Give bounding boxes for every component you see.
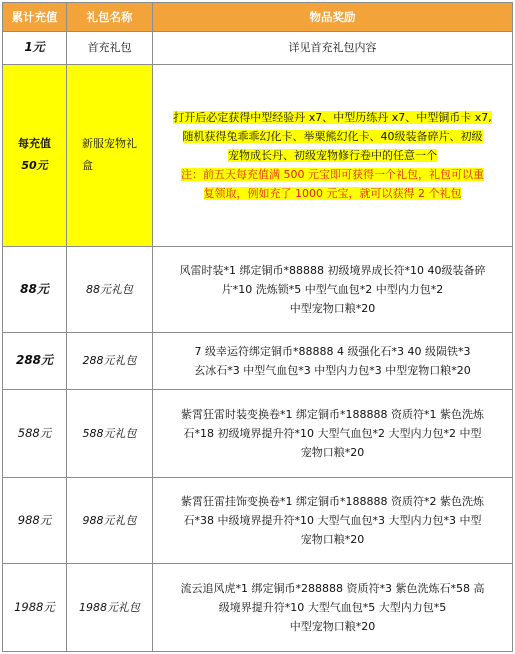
package-name-value: 588元礼包 <box>82 427 137 441</box>
amount-cell <box>3 32 67 65</box>
table-row <box>3 32 513 65</box>
reward-line: 紫霄狂雷挂饰变换卷*1 绑定铜币*188888 资质符*2 紫色洗炼 <box>181 495 484 509</box>
reward-cell <box>153 332 513 389</box>
reward-line: 7 级幸运符绑定铜币*88888 4 级强化石*3 40 级陨铁*3 <box>194 344 471 358</box>
reward-line: 片*10 洗炼锁*5 中型气血包*2 中型内力包*2 <box>221 282 444 296</box>
table-row <box>3 332 513 389</box>
amount-cell <box>3 246 67 332</box>
amount-cell <box>3 390 67 478</box>
amount-value: 588元 <box>17 426 52 441</box>
reward-cell <box>153 32 513 65</box>
reward-cell <box>153 246 513 332</box>
promo-note-line: 注：前五天每充值满 500 元宝即可获得一个礼包，礼包可以重 <box>181 167 484 181</box>
amount-line-2: 50元 <box>21 159 48 173</box>
table-row <box>3 246 513 332</box>
package-line-2: 盒 <box>82 159 93 173</box>
reward-line: 玄冰石*3 中型气血包*3 中型内力包*3 中型宠物口粮*20 <box>194 363 471 377</box>
table-row <box>3 563 513 651</box>
header-reward: 物品奖励 <box>153 3 513 32</box>
package-name-value: 88元礼包 <box>86 282 133 296</box>
package-name-cell <box>67 478 153 564</box>
package-line-1: 新服宠物礼 <box>82 137 137 151</box>
package-name-value: 1988元礼包 <box>79 600 140 614</box>
table-row-promo <box>3 64 513 246</box>
package-name-cell: 首充礼包 <box>67 32 153 65</box>
reward-cell <box>153 563 513 651</box>
package-name-cell <box>67 64 153 246</box>
amount-value: 88元 <box>20 281 49 296</box>
amount-cell <box>3 563 67 651</box>
reward-line: 石*18 初级境界提升符*10 大型气血包*2 大型内力包*2 中型 <box>183 427 482 441</box>
reward-line: 风雷时装*1 绑定铜币*88888 初级境界成长符*10 40级装备碎 <box>179 263 486 277</box>
package-name-cell <box>67 246 153 332</box>
reward-cell <box>153 390 513 478</box>
amount-value: 1元 <box>24 40 45 55</box>
reward-cell <box>153 478 513 564</box>
package-name-cell <box>67 390 153 478</box>
amount-value: 988元 <box>17 513 52 528</box>
amount-cell <box>3 478 67 564</box>
header-package-name: 礼包名称 <box>67 3 153 32</box>
reward-line: 级境界提升符*10 大型气血包*5 大型内力包*5 <box>218 600 447 614</box>
amount-value: 288元 <box>15 353 54 368</box>
amount-cell <box>3 332 67 389</box>
table-row <box>3 390 513 478</box>
package-name-value: 288元礼包 <box>82 354 137 368</box>
reward-line: 宠物成长丹、初级宠物修行卷中的任意一个 <box>228 148 437 162</box>
promo-note-line: 复领取，例如充了 1000 元宝，就可以获得 2 个礼包 <box>203 186 462 200</box>
reward-line: 中型宠物口粮*20 <box>289 619 376 633</box>
header-amount: 累计充值 <box>3 3 67 32</box>
amount-cell <box>3 64 67 246</box>
reward-line: 宠物口粮*20 <box>300 446 365 460</box>
header-row <box>3 3 513 32</box>
reward-table <box>2 2 513 652</box>
package-name-cell <box>67 563 153 651</box>
table-row <box>3 478 513 564</box>
package-name-cell <box>67 332 153 389</box>
reward-cell <box>153 64 513 246</box>
reward-line: 石*38 中级境界提升符*10 大型气血包*3 大型内力包*3 中型 <box>183 514 482 528</box>
reward-line: 中型宠物口粮*20 <box>289 301 376 315</box>
reward-line: 宠物口粮*20 <box>300 533 365 547</box>
reward-line: 打开后必定获得中型经验丹 x7、中型历练丹 x7、中型铜币卡 x7, <box>173 110 492 124</box>
reward-line: 详见首充礼包内容 <box>288 41 377 55</box>
package-name-value: 988元礼包 <box>82 514 137 528</box>
amount-line-1: 每充值 <box>18 137 51 151</box>
amount-value: 1988元 <box>14 599 55 614</box>
reward-line: 紫霄狂雷时装变换卷*1 绑定铜币*188888 资质符*1 紫色洗炼 <box>181 408 484 422</box>
reward-line: 随机获得兔乖乖幻化卡、举栗熊幻化卡、40级装备碎片、初级 <box>182 129 483 143</box>
reward-line: 流云追风虎*1 绑定铜币*288888 资质符*3 紫色洗炼石*58 高 <box>180 581 485 595</box>
